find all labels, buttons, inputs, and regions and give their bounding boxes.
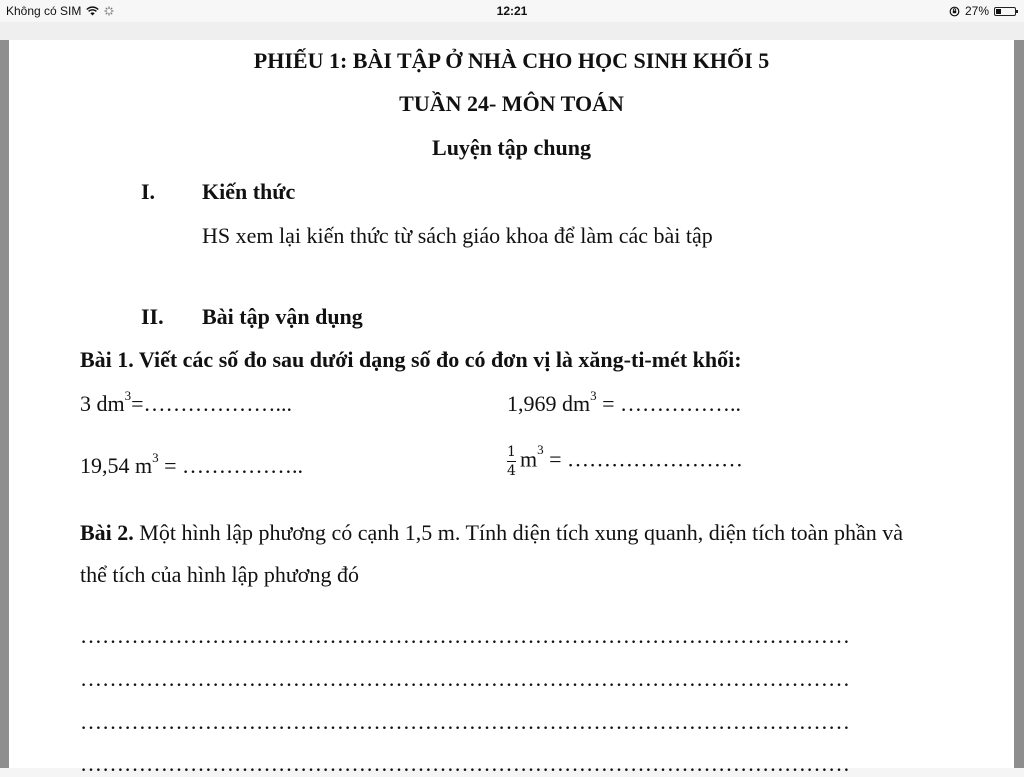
bai1-heading: Bài 1. Viết các số đo sau dưới dạng số đo có đơn vị là xăng-ti-mét khối:: [80, 347, 742, 372]
bai1-item4-unit: m: [520, 446, 538, 472]
bai1-item4-blank: = ……………………: [543, 446, 744, 472]
bai2-text-line2: thể tích của hình lập phương đó: [80, 562, 359, 587]
bai1-item3-blank: = ……………..: [158, 453, 304, 478]
bai1-item2-blank: = ……………..: [596, 391, 742, 416]
section2-number: II.: [141, 304, 164, 329]
section2-title: Bài tập vận dụng: [202, 304, 363, 329]
bai2-text-line1: Một hình lập phương có cạnh 1,5 m. Tính diện tích xung quanh, diện tích toàn phần và: [133, 520, 903, 545]
bai2-label: Bài 2.: [80, 520, 134, 545]
section1-body: HS xem lại kiến thức từ sách giáo khoa để làm các bài tập: [202, 223, 713, 248]
bai1-item2-value: 1,969 dm: [507, 391, 591, 416]
section1-title: Kiến thức: [202, 179, 296, 204]
fraction-bar: [507, 461, 516, 462]
carrier-label: Không có SIM: [6, 4, 82, 18]
bai1-item4-exponent: 3: [537, 442, 544, 457]
bai1-item1-value: 3 dm: [80, 391, 125, 416]
fraction-denominator: 4: [507, 463, 516, 479]
viewer-top-bar: [0, 22, 1024, 40]
bai1-item1-blank: =………………...: [131, 391, 293, 416]
battery-percent: 27%: [964, 4, 989, 18]
bai1-item3-exponent: 3: [152, 450, 159, 465]
bai1-item1: [80, 388, 293, 417]
answer-line: ……………………………………………………………………………………………: [80, 751, 850, 776]
document-title: PHIẾU 1: BÀI TẬP Ở NHÀ CHO HỌC SINH KHỐI 5: [253, 48, 770, 73]
answer-line: ……………………………………………………………………………………………: [80, 709, 850, 734]
bai1-item3-value: 19,54 m: [80, 453, 153, 478]
bai1-item2-exponent: 3: [590, 388, 597, 403]
viewer-right-margin: [1014, 40, 1024, 768]
fraction-numerator: 1: [507, 444, 516, 460]
status-right: [949, 4, 1016, 18]
answer-line: ……………………………………………………………………………………………: [80, 666, 850, 691]
battery-icon: [994, 7, 1016, 16]
document-subtitle-topic: Luyện tập chung: [432, 135, 591, 160]
status-time: 12:21: [496, 4, 528, 18]
orientation-lock-icon: [949, 6, 960, 17]
bai1-item4-fraction: [507, 445, 516, 478]
bai1-item1-exponent: 3: [124, 388, 132, 403]
bai2-line1: [80, 520, 903, 546]
status-bar: [0, 0, 1024, 22]
answer-line: ……………………………………………………………………………………………: [80, 623, 850, 648]
document-page[interactable]: [9, 40, 1014, 776]
bai1-item4: [507, 442, 744, 479]
section1-number: I.: [141, 179, 156, 204]
document-subtitle-week: TUẦN 24- MÔN TOÁN: [399, 91, 624, 116]
bai1-item2: [507, 388, 742, 417]
bai1-item3: [80, 450, 304, 479]
viewer-left-margin: [0, 40, 9, 768]
